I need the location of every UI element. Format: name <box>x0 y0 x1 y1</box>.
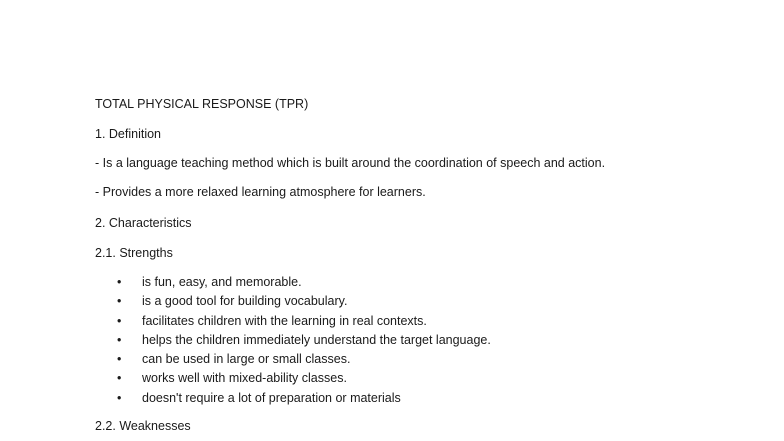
list-item-text: facilitates children with the learning in real contexts. <box>142 313 427 328</box>
bullet-icon: • <box>117 390 122 405</box>
list-item-text: is a good tool for building vocabulary. <box>142 294 348 309</box>
definition-point: - Is a language teaching method which is built around the coordination of speech and action. <box>95 156 606 170</box>
subheading-weaknesses: 2.2. Weaknesses <box>95 419 191 433</box>
bullet-icon: • <box>117 371 122 386</box>
bullet-icon: • <box>117 294 122 309</box>
bullet-icon: • <box>117 313 122 328</box>
subheading-strengths: 2.1. Strengths <box>95 246 173 260</box>
bullet-icon: • <box>117 275 122 289</box>
bullet-icon: • <box>117 352 122 367</box>
definition-point: - Provides a more relaxed learning atmosphere for learners. <box>95 185 426 199</box>
list-item-text: can be used in large or small classes. <box>142 352 351 367</box>
list-item-text: works well with mixed-ability classes. <box>142 371 347 386</box>
document-title: TOTAL PHYSICAL RESPONSE (TPR) <box>95 97 309 111</box>
list-item-text: is fun, easy, and memorable. <box>142 275 302 289</box>
bullet-icon: • <box>117 332 122 347</box>
list-item-text: doesn't require a lot of preparation or materials <box>142 390 401 405</box>
section-heading-definition: 1. Definition <box>95 127 162 141</box>
list-item-text: helps the children immediately understand the target language. <box>142 332 491 347</box>
section-heading-characteristics: 2. Characteristics <box>95 216 192 230</box>
